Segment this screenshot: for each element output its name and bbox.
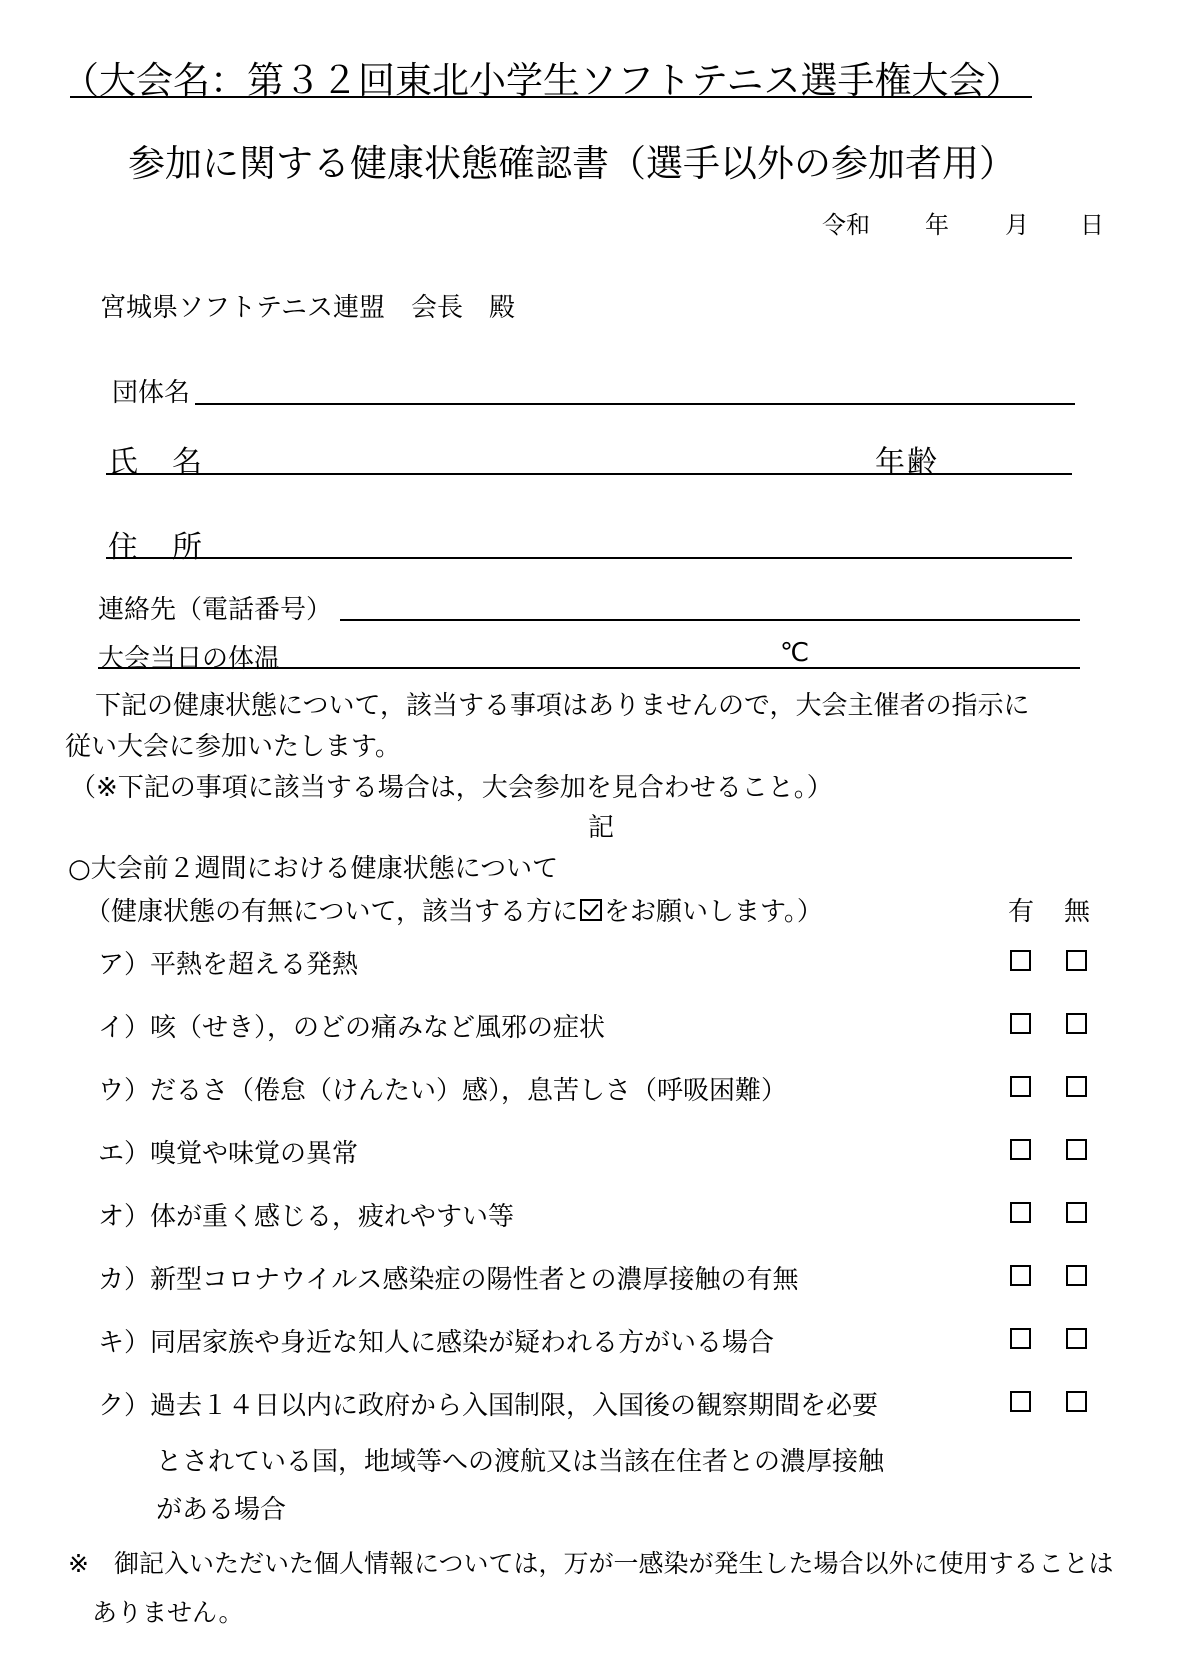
checkbox-yes-u[interactable] <box>1010 1076 1031 1097</box>
checklist-item-a: ア）平熱を超える発熱 <box>98 950 359 980</box>
organization-label: 団体名 <box>112 378 191 408</box>
checklist-item-e: エ）嗅覚や味覚の異常 <box>98 1139 359 1169</box>
checklist-item-ki: キ）同居家族や身近な知人に感染が疑われる方がいる場合 <box>98 1328 775 1358</box>
checkbox-yes-ka[interactable] <box>1010 1265 1031 1286</box>
checkbox-yes-ku[interactable] <box>1010 1391 1031 1412</box>
ki-heading: 記 <box>588 813 615 843</box>
address-label: 住 所 <box>108 530 204 565</box>
date-month: 月 <box>1005 211 1029 239</box>
document-title: 参加に関する健康状態確認書（選手以外の参加者用） <box>128 142 1016 185</box>
checklist-instruction-after: をお願いします。） <box>603 897 823 927</box>
checkbox-yes-i[interactable] <box>1010 1013 1031 1034</box>
footer-note-line-1: ※ 御記入いただいた個人情報については，万が一感染が発生した場合以外に使用することは <box>68 1549 1114 1578</box>
checkbox-yes-a[interactable] <box>1010 950 1031 971</box>
address-field[interactable] <box>106 557 1072 559</box>
date-era: 令和 <box>822 211 870 239</box>
checkbox-no-ku[interactable] <box>1066 1391 1087 1412</box>
statement-line-1: 下記の健康状態について，該当する事項はありませんので，大会主催者の指示に <box>95 691 1030 721</box>
checklist-item-o: オ）体が重く感じる，疲れやすい等 <box>98 1202 515 1232</box>
phone-field[interactable] <box>340 619 1080 621</box>
tournament-underline <box>70 96 1032 98</box>
checkbox-no-u[interactable] <box>1066 1076 1087 1097</box>
checklist-item-ka: カ）新型コロナウイルス感染症の陽性者との濃厚接触の有無 <box>98 1265 799 1295</box>
tournament-name: （大会名：第３２回東北小学生ソフトテニス選手権大会） <box>62 59 1023 102</box>
checkbox-yes-ki[interactable] <box>1010 1328 1031 1349</box>
checkbox-no-ka[interactable] <box>1066 1265 1087 1286</box>
temperature-field[interactable] <box>98 667 1080 669</box>
phone-label: 連絡先（電話番号） <box>98 595 333 625</box>
checklist-item-i: イ）咳（せき），のどの痛みなど風邪の症状 <box>98 1013 606 1043</box>
temperature-label: 大会当日の体温 <box>98 644 281 674</box>
checkbox-yes-o[interactable] <box>1010 1202 1031 1223</box>
checklist-item-ku-cont-2: がある場合 <box>156 1495 287 1525</box>
name-age-field[interactable] <box>106 473 1072 475</box>
checkbox-no-o[interactable] <box>1066 1202 1087 1223</box>
checklist-instruction <box>85 891 823 928</box>
checkbox-yes-e[interactable] <box>1010 1139 1031 1160</box>
name-label: 氏 名 <box>108 445 204 480</box>
addressee: 宮城県ソフトテニス連盟 会長 殿 <box>100 293 515 323</box>
checkbox-no-ki[interactable] <box>1066 1328 1087 1349</box>
age-label: 年齢 <box>875 445 939 480</box>
date-day: 日 <box>1080 211 1104 239</box>
checklist-instruction-before: （健康状態の有無について，該当する方に <box>85 897 578 927</box>
date-year: 年 <box>925 211 949 239</box>
footer-note-line-2: ありません。 <box>92 1598 244 1627</box>
organization-field[interactable] <box>195 403 1075 405</box>
checkbox-no-a[interactable] <box>1066 950 1087 971</box>
checkmark-icon <box>580 899 602 921</box>
temperature-unit: ℃ <box>780 638 810 668</box>
checkbox-no-e[interactable] <box>1066 1139 1087 1160</box>
column-no-label: 無 <box>1064 897 1091 927</box>
checklist-item-u: ウ）だるさ（倦怠（けんたい）感），息苦しさ（呼吸困難） <box>98 1076 788 1106</box>
checklist-item-ku-cont-1: とされている国，地域等への渡航又は当該在住者との濃厚接触 <box>156 1447 885 1477</box>
checklist-item-ku: ク）過去１４日以内に政府から入国制限，入国後の観察期間を必要 <box>98 1391 879 1421</box>
checkbox-no-i[interactable] <box>1066 1013 1087 1034</box>
statement-note: （※下記の事項に該当する場合は，大会参加を見合わせること。） <box>70 773 833 803</box>
checklist-heading: ○大会前２週間における健康状態について <box>68 854 559 884</box>
statement-line-2: 従い大会に参加いたします。 <box>65 732 401 762</box>
column-yes-label: 有 <box>1008 897 1035 927</box>
